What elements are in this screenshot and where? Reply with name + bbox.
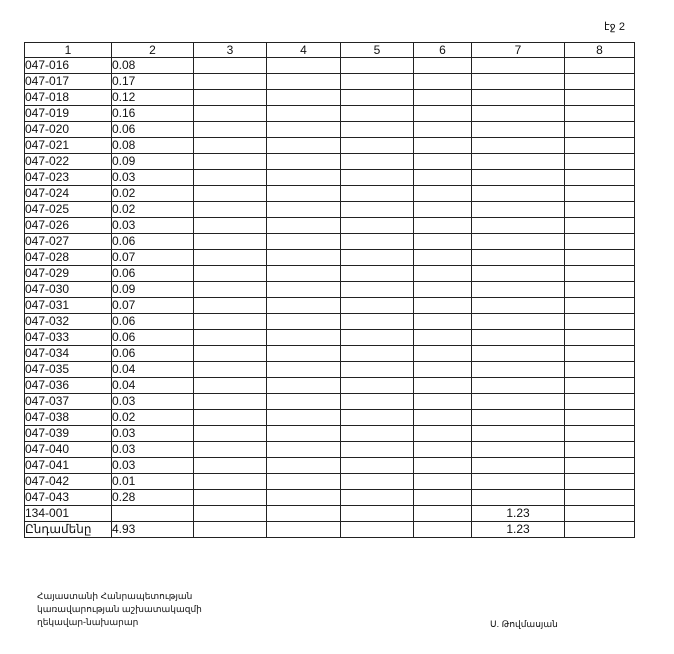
row-col7-cell — [472, 346, 565, 362]
empty-cell — [565, 186, 635, 202]
row-value-cell: 0.07 — [112, 250, 194, 266]
row-value-cell: 0.02 — [112, 410, 194, 426]
empty-cell — [414, 490, 472, 506]
empty-cell — [341, 250, 414, 266]
empty-cell — [341, 106, 414, 122]
row-code-cell: Ընդամենը — [25, 522, 112, 538]
row-value-cell: 0.02 — [112, 186, 194, 202]
empty-cell — [194, 378, 267, 394]
empty-cell — [194, 154, 267, 170]
empty-cell — [341, 282, 414, 298]
table-row — [25, 298, 635, 314]
empty-cell — [414, 346, 472, 362]
column-header: 8 — [565, 43, 635, 58]
column-header: 3 — [194, 43, 267, 58]
row-value-cell: 0.03 — [112, 218, 194, 234]
row-col7-cell — [472, 202, 565, 218]
empty-cell — [565, 410, 635, 426]
table-row — [25, 506, 635, 522]
empty-cell — [565, 138, 635, 154]
row-col7-cell — [472, 458, 565, 474]
row-code-cell: 047-028 — [25, 250, 112, 266]
empty-cell — [194, 138, 267, 154]
empty-cell — [565, 506, 635, 522]
row-value-cell: 0.06 — [112, 314, 194, 330]
row-value-cell: 0.04 — [112, 362, 194, 378]
table-row — [25, 266, 635, 282]
row-code-cell: 047-031 — [25, 298, 112, 314]
row-value-cell: 0.09 — [112, 154, 194, 170]
empty-cell — [267, 154, 341, 170]
empty-cell — [194, 170, 267, 186]
empty-cell — [414, 410, 472, 426]
empty-cell — [194, 218, 267, 234]
table-row — [25, 426, 635, 442]
row-code-cell: 047-021 — [25, 138, 112, 154]
row-col7-cell — [472, 378, 565, 394]
empty-cell — [414, 234, 472, 250]
row-value-cell: 0.16 — [112, 106, 194, 122]
empty-cell — [414, 202, 472, 218]
empty-cell — [194, 266, 267, 282]
row-code-cell: 047-027 — [25, 234, 112, 250]
signature-title-line: ղեկավար-նախարար — [37, 617, 139, 627]
column-header: 4 — [267, 43, 341, 58]
row-value-cell: 0.09 — [112, 282, 194, 298]
row-code-cell: 047-036 — [25, 378, 112, 394]
empty-cell — [194, 282, 267, 298]
column-header: 7 — [472, 43, 565, 58]
row-value-cell: 4.93 — [112, 522, 194, 538]
empty-cell — [565, 474, 635, 490]
row-col7-cell — [472, 186, 565, 202]
row-col7-cell — [472, 250, 565, 266]
empty-cell — [267, 314, 341, 330]
empty-cell — [194, 122, 267, 138]
empty-cell — [414, 154, 472, 170]
empty-cell — [194, 186, 267, 202]
row-code-cell: 047-032 — [25, 314, 112, 330]
table-row — [25, 58, 635, 74]
row-code-cell: 047-037 — [25, 394, 112, 410]
empty-cell — [565, 202, 635, 218]
empty-cell — [267, 442, 341, 458]
row-code-cell: 047-030 — [25, 282, 112, 298]
empty-cell — [194, 298, 267, 314]
table-row — [25, 330, 635, 346]
empty-cell — [414, 186, 472, 202]
table-row — [25, 122, 635, 138]
row-code-cell: 047-019 — [25, 106, 112, 122]
empty-cell — [341, 122, 414, 138]
empty-cell — [194, 410, 267, 426]
empty-cell — [341, 506, 414, 522]
row-col7-cell — [472, 138, 565, 154]
row-value-cell: 0.01 — [112, 474, 194, 490]
signature-title-line: կառավարության աշխատակազմի — [37, 604, 202, 614]
column-header: 1 — [25, 43, 112, 58]
empty-cell — [565, 170, 635, 186]
empty-cell — [267, 378, 341, 394]
header-row — [25, 43, 635, 58]
signatory-name: Ս. Թովմասյան — [490, 619, 558, 629]
row-col7-cell — [472, 314, 565, 330]
row-code-cell: 047-018 — [25, 90, 112, 106]
empty-cell — [414, 74, 472, 90]
empty-cell — [341, 90, 414, 106]
empty-cell — [267, 362, 341, 378]
row-col7-cell — [472, 218, 565, 234]
empty-cell — [341, 74, 414, 90]
empty-cell — [267, 282, 341, 298]
empty-cell — [267, 394, 341, 410]
table-row — [25, 346, 635, 362]
empty-cell — [341, 426, 414, 442]
empty-cell — [267, 122, 341, 138]
row-value-cell: 0.02 — [112, 202, 194, 218]
empty-cell — [565, 106, 635, 122]
empty-cell — [414, 362, 472, 378]
empty-cell — [194, 330, 267, 346]
table-row — [25, 394, 635, 410]
empty-cell — [414, 330, 472, 346]
empty-cell — [267, 506, 341, 522]
empty-cell — [341, 410, 414, 426]
row-col7-cell — [472, 362, 565, 378]
row-col7-cell — [472, 490, 565, 506]
page-number: էջ 2 — [604, 21, 625, 33]
empty-cell — [267, 138, 341, 154]
empty-cell — [341, 474, 414, 490]
row-value-cell: 0.07 — [112, 298, 194, 314]
empty-cell — [194, 506, 267, 522]
empty-cell — [341, 234, 414, 250]
row-code-cell: 047-022 — [25, 154, 112, 170]
row-col7-cell — [472, 122, 565, 138]
row-col7-cell — [472, 234, 565, 250]
table-row — [25, 490, 635, 506]
empty-cell — [341, 170, 414, 186]
row-col7-cell: 1.23 — [472, 522, 565, 538]
empty-cell — [565, 266, 635, 282]
table-row — [25, 218, 635, 234]
empty-cell — [565, 442, 635, 458]
empty-cell — [565, 394, 635, 410]
row-code-cell: 047-043 — [25, 490, 112, 506]
row-code-cell: 047-033 — [25, 330, 112, 346]
empty-cell — [341, 298, 414, 314]
row-code-cell: 047-023 — [25, 170, 112, 186]
empty-cell — [565, 154, 635, 170]
row-value-cell: 0.08 — [112, 138, 194, 154]
empty-cell — [194, 346, 267, 362]
row-col7-cell — [472, 474, 565, 490]
row-value-cell: 0.03 — [112, 426, 194, 442]
empty-cell — [267, 106, 341, 122]
column-header: 6 — [414, 43, 472, 58]
row-value-cell — [112, 506, 194, 522]
empty-cell — [194, 314, 267, 330]
empty-cell — [565, 90, 635, 106]
row-code-cell: 047-025 — [25, 202, 112, 218]
empty-cell — [194, 474, 267, 490]
empty-cell — [267, 202, 341, 218]
row-value-cell: 0.06 — [112, 346, 194, 362]
empty-cell — [194, 426, 267, 442]
empty-cell — [414, 90, 472, 106]
row-value-cell: 0.12 — [112, 90, 194, 106]
empty-cell — [267, 410, 341, 426]
empty-cell — [414, 122, 472, 138]
row-value-cell: 0.28 — [112, 490, 194, 506]
row-col7-cell — [472, 90, 565, 106]
table-row — [25, 154, 635, 170]
empty-cell — [565, 234, 635, 250]
table-row — [25, 458, 635, 474]
empty-cell — [414, 282, 472, 298]
empty-cell — [414, 138, 472, 154]
empty-cell — [414, 58, 472, 74]
empty-cell — [341, 202, 414, 218]
empty-cell — [267, 474, 341, 490]
empty-cell — [341, 378, 414, 394]
empty-cell — [565, 330, 635, 346]
empty-cell — [565, 314, 635, 330]
row-code-cell: 047-042 — [25, 474, 112, 490]
empty-cell — [565, 74, 635, 90]
empty-cell — [565, 426, 635, 442]
empty-cell — [565, 58, 635, 74]
row-value-cell: 0.08 — [112, 58, 194, 74]
empty-cell — [194, 362, 267, 378]
table-row — [25, 362, 635, 378]
row-col7-cell — [472, 298, 565, 314]
empty-cell — [565, 522, 635, 538]
empty-cell — [565, 298, 635, 314]
table-row — [25, 186, 635, 202]
table-row — [25, 442, 635, 458]
empty-cell — [414, 250, 472, 266]
row-code-cell: 047-016 — [25, 58, 112, 74]
empty-cell — [341, 346, 414, 362]
empty-cell — [341, 490, 414, 506]
empty-cell — [341, 362, 414, 378]
empty-cell — [267, 58, 341, 74]
row-col7-cell — [472, 74, 565, 90]
row-code-cell: 047-035 — [25, 362, 112, 378]
row-col7-cell — [472, 442, 565, 458]
row-col7-cell — [472, 170, 565, 186]
empty-cell — [267, 90, 341, 106]
empty-cell — [414, 522, 472, 538]
table-row — [25, 74, 635, 90]
empty-cell — [341, 394, 414, 410]
empty-cell — [267, 186, 341, 202]
empty-cell — [194, 74, 267, 90]
empty-cell — [267, 170, 341, 186]
row-value-cell: 0.06 — [112, 234, 194, 250]
row-value-cell: 0.06 — [112, 266, 194, 282]
empty-cell — [414, 218, 472, 234]
empty-cell — [267, 330, 341, 346]
empty-cell — [267, 266, 341, 282]
empty-cell — [414, 394, 472, 410]
row-value-cell: 0.06 — [112, 122, 194, 138]
table-row — [25, 378, 635, 394]
empty-cell — [565, 218, 635, 234]
row-col7-cell — [472, 394, 565, 410]
row-col7-cell — [472, 106, 565, 122]
empty-cell — [267, 490, 341, 506]
row-code-cell: 047-017 — [25, 74, 112, 90]
empty-cell — [194, 394, 267, 410]
row-col7-cell — [472, 426, 565, 442]
row-code-cell: 047-029 — [25, 266, 112, 282]
empty-cell — [341, 330, 414, 346]
row-col7-cell — [472, 266, 565, 282]
empty-cell — [341, 266, 414, 282]
row-col7-cell — [472, 154, 565, 170]
row-value-cell: 0.03 — [112, 170, 194, 186]
empty-cell — [194, 202, 267, 218]
row-value-cell: 0.04 — [112, 378, 194, 394]
empty-cell — [194, 234, 267, 250]
empty-cell — [565, 378, 635, 394]
empty-cell — [341, 138, 414, 154]
empty-cell — [565, 458, 635, 474]
signature-title-line: Հայաստանի Հանրապետության — [37, 591, 193, 601]
row-col7-cell — [472, 410, 565, 426]
row-value-cell: 0.17 — [112, 74, 194, 90]
row-code-cell: 047-034 — [25, 346, 112, 362]
empty-cell — [267, 426, 341, 442]
empty-cell — [194, 522, 267, 538]
signature-title — [37, 590, 202, 629]
row-code-cell: 047-038 — [25, 410, 112, 426]
table-row — [25, 314, 635, 330]
empty-cell — [267, 458, 341, 474]
column-header: 2 — [112, 43, 194, 58]
table-row — [25, 474, 635, 490]
row-value-cell: 0.03 — [112, 394, 194, 410]
empty-cell — [194, 58, 267, 74]
empty-cell — [341, 522, 414, 538]
column-header: 5 — [341, 43, 414, 58]
table-row — [25, 234, 635, 250]
table-row — [25, 282, 635, 298]
empty-cell — [565, 490, 635, 506]
table-row — [25, 202, 635, 218]
empty-cell — [341, 442, 414, 458]
empty-cell — [267, 346, 341, 362]
row-code-cell: 047-020 — [25, 122, 112, 138]
empty-cell — [341, 186, 414, 202]
table-row — [25, 106, 635, 122]
empty-cell — [565, 362, 635, 378]
empty-cell — [341, 314, 414, 330]
empty-cell — [267, 74, 341, 90]
row-code-cell: 047-039 — [25, 426, 112, 442]
table-row — [25, 250, 635, 266]
empty-cell — [341, 154, 414, 170]
empty-cell — [194, 106, 267, 122]
row-value-cell: 0.06 — [112, 330, 194, 346]
data-table — [24, 42, 635, 538]
empty-cell — [414, 378, 472, 394]
table-row — [25, 90, 635, 106]
row-col7-cell — [472, 282, 565, 298]
empty-cell — [414, 442, 472, 458]
empty-cell — [565, 282, 635, 298]
empty-cell — [267, 522, 341, 538]
empty-cell — [194, 442, 267, 458]
empty-cell — [194, 458, 267, 474]
empty-cell — [565, 122, 635, 138]
empty-cell — [267, 250, 341, 266]
empty-cell — [565, 346, 635, 362]
empty-cell — [414, 426, 472, 442]
empty-cell — [267, 234, 341, 250]
empty-cell — [414, 106, 472, 122]
empty-cell — [194, 490, 267, 506]
empty-cell — [414, 266, 472, 282]
row-col7-cell — [472, 330, 565, 346]
table-row — [25, 138, 635, 154]
row-col7-cell — [472, 58, 565, 74]
table-row — [25, 410, 635, 426]
row-code-cell: 047-040 — [25, 442, 112, 458]
empty-cell — [341, 218, 414, 234]
empty-cell — [341, 58, 414, 74]
empty-cell — [414, 458, 472, 474]
empty-cell — [414, 314, 472, 330]
empty-cell — [414, 506, 472, 522]
table-row — [25, 522, 635, 538]
table-row — [25, 170, 635, 186]
empty-cell — [267, 298, 341, 314]
empty-cell — [194, 90, 267, 106]
empty-cell — [194, 250, 267, 266]
row-code-cell: 134-001 — [25, 506, 112, 522]
empty-cell — [565, 250, 635, 266]
row-code-cell: 047-024 — [25, 186, 112, 202]
empty-cell — [414, 298, 472, 314]
row-code-cell: 047-041 — [25, 458, 112, 474]
empty-cell — [414, 474, 472, 490]
empty-cell — [341, 458, 414, 474]
row-col7-cell: 1.23 — [472, 506, 565, 522]
row-value-cell: 0.03 — [112, 458, 194, 474]
row-value-cell: 0.03 — [112, 442, 194, 458]
empty-cell — [414, 170, 472, 186]
row-code-cell: 047-026 — [25, 218, 112, 234]
empty-cell — [267, 218, 341, 234]
